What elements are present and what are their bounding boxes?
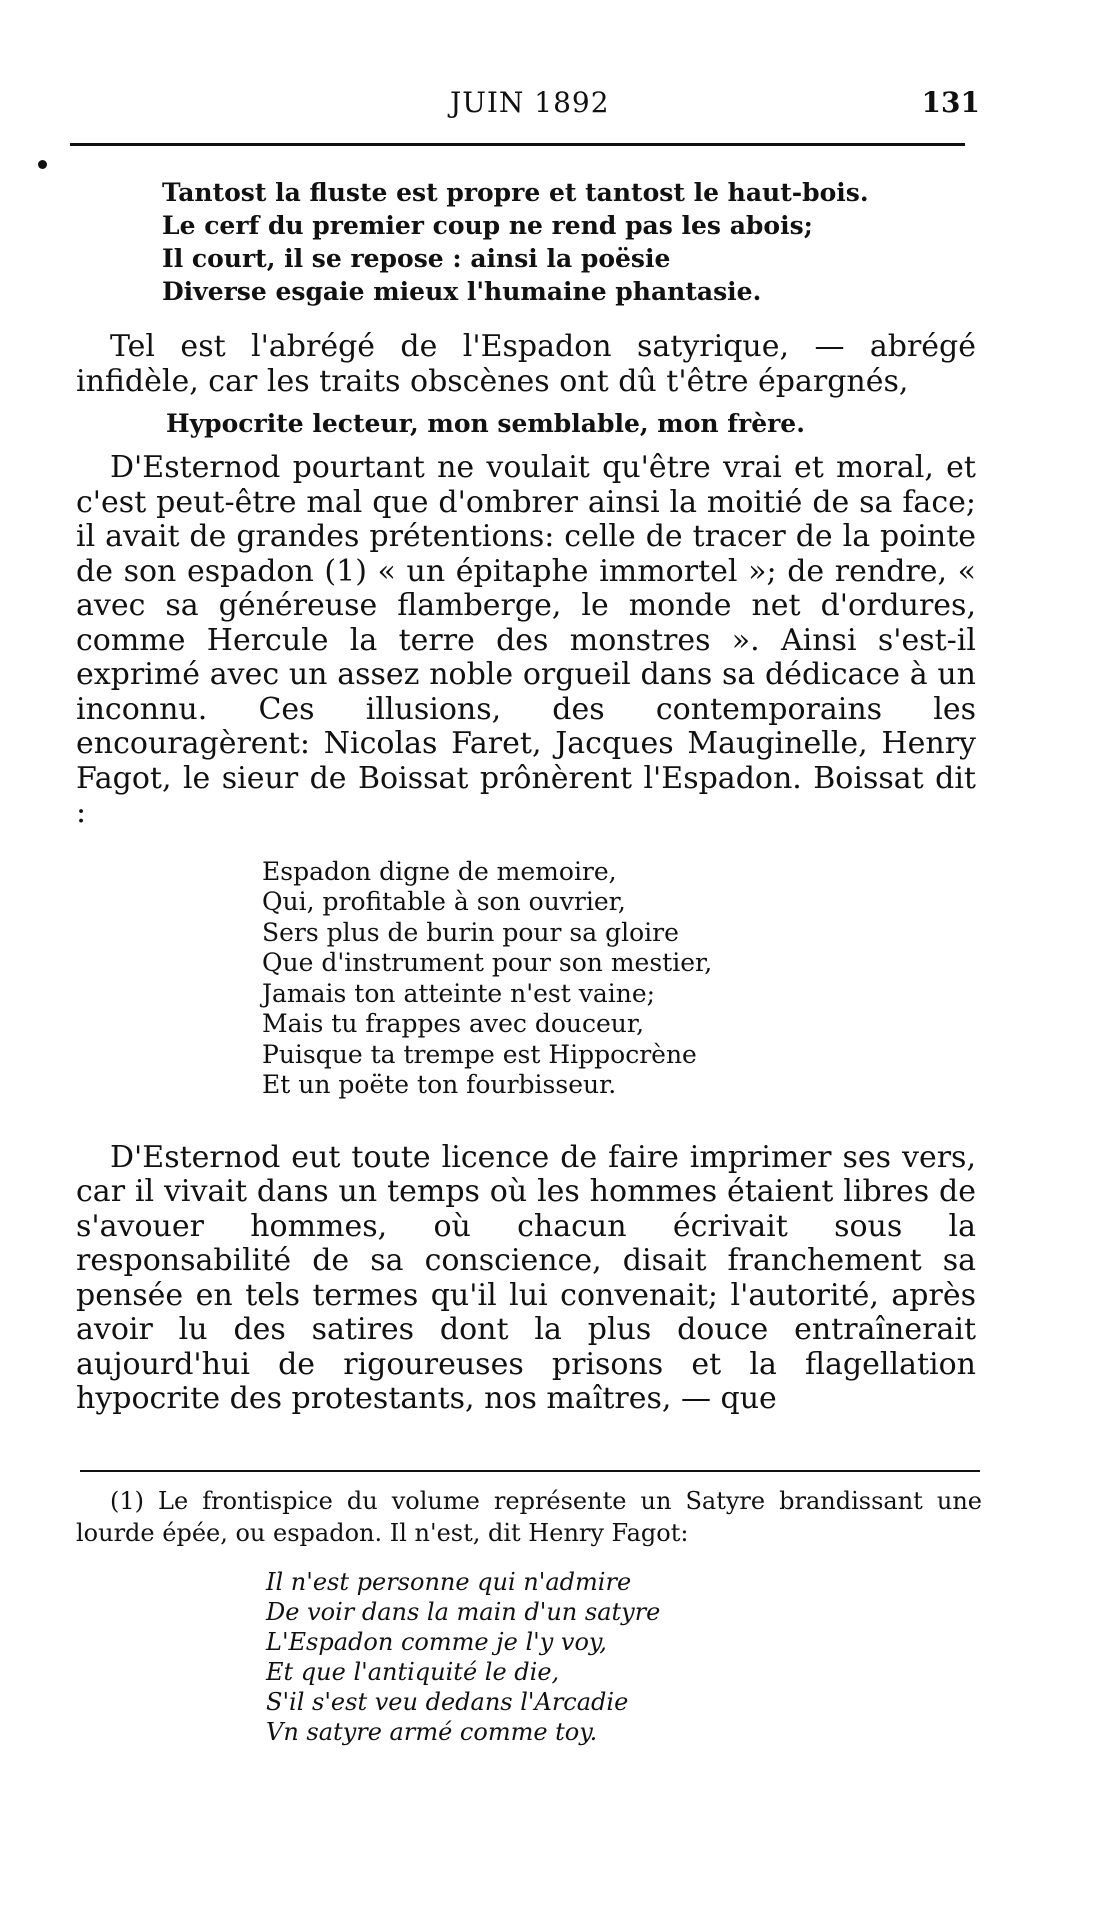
verse-mid bbox=[76, 857, 976, 1101]
verse-line: Le cerf du premier coup ne rend pas les abois; bbox=[162, 211, 813, 240]
verse-line: Mais tu frappes avec douceur, bbox=[262, 1009, 645, 1038]
paragraph-1: Tel est l'abrégé de l'Espadon satyrique, — abrégé infidèle, car les traits obscènes ont dû t'être épargnés, bbox=[76, 329, 976, 399]
paragraph-2: D'Esternod pourtant ne voulait qu'être vrai et moral, et c'est peut-être mal que d'ombrer ainsi la moitié de sa face; il avait de grandes prétentions: celle de tracer de la pointe de son espadon (1) « un épitaphe immortel »; de rendre, « avec sa généreuse flamberge, le monde net d'ordures, comme Hercule la terre des monstres ». Ainsi s'est-il exprimé avec un assez noble orgueil dans sa dédicace à un inconnu. Ces illusions, des contemporains les encouragèrent: Nicolas Faret, Jacques Mauginelle, Henry Fagot, le sieur de Boissat prônèrent l'Espadon. Boissat dit : bbox=[76, 450, 976, 830]
running-title: JUIN 1892 bbox=[450, 86, 610, 119]
verse-line: Sers plus de burin pour sa gloire bbox=[262, 917, 679, 947]
header-rule bbox=[70, 143, 965, 146]
verse-line: Jamais ton atteinte n'est vaine; bbox=[262, 978, 656, 1008]
verse-line: S'il s'est veu dedans l'Arcadie bbox=[266, 1688, 629, 1716]
verse-line: De voir dans la main d'un satyre bbox=[266, 1598, 661, 1626]
verse-line: Puisque ta trempe est Hippocrène bbox=[262, 1039, 697, 1069]
verse-line: Vn satyre armé comme toy. bbox=[266, 1718, 598, 1746]
quote-line: Hypocrite lecteur, mon semblable, mon frère. bbox=[166, 409, 805, 438]
page-number: 131 bbox=[921, 86, 980, 119]
page-header bbox=[80, 86, 980, 126]
verse-line: Et un poëte ton fourbisseur. bbox=[262, 1070, 617, 1099]
verse-top bbox=[76, 176, 976, 308]
verse-line: Il court, il se repose : ainsi la poësie bbox=[162, 244, 671, 273]
footnote-rule bbox=[80, 1470, 980, 1472]
verse-line: Qui, profitable à son ouvrier, bbox=[262, 887, 626, 916]
footnote-verse bbox=[76, 1567, 982, 1747]
verse-line: L'Espadon comme je l'y voy, bbox=[266, 1628, 607, 1656]
verse-line: Et que l'antiquité le die, bbox=[266, 1658, 560, 1686]
verse-line: Espadon digne de memoire, bbox=[262, 856, 617, 886]
paragraph-3: D'Esternod eut toute licence de faire imprimer ses vers, car il vivait dans un temps où les hommes étaient libres de s'avouer hommes, où chacun écrivait sous la responsabilité de sa conscience, disait franchement sa pensée en tels termes qu'il lui convenait; l'autorité, après avoir lu des satires dont la plus douce entraînerait aujourd'hui de rigoureuses prisons et la flagellation hypocrite des protestants, nos maîtres, — que bbox=[76, 1139, 976, 1416]
verse-line: Que d'instrument pour son mestier, bbox=[262, 948, 713, 977]
footnote bbox=[76, 1485, 982, 1747]
footnote-text: (1) Le frontispice du volume représente un Satyre brandissant une lourde épée, ou espadon. Il n'est, dit Henry Fagot: bbox=[76, 1487, 982, 1547]
verse-line: Il n'est personne qui n'admire bbox=[266, 1568, 632, 1596]
main-text bbox=[76, 176, 976, 1417]
verse-line: Diverse esgaie mieux l'humaine phantasie. bbox=[162, 277, 762, 306]
margin-dot bbox=[38, 160, 47, 169]
verse-line: Tantost la fluste est propre et tantost le haut-bois. bbox=[162, 178, 869, 207]
